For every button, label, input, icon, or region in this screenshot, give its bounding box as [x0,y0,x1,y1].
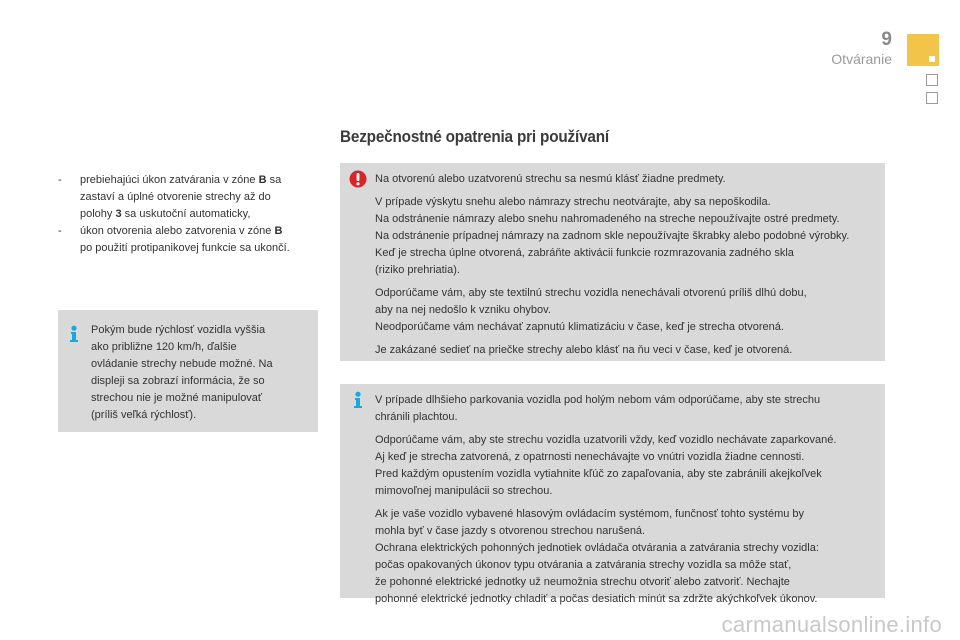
section-tab[interactable] [926,74,938,86]
text-line: Keď je strecha úplne otvorená, zabráňte aktivácii funkcie rozmrazovania zadného skla [375,247,794,259]
text-line: Na odstránenie námrazy alebo snehu nahromadeného na streche nepoužívajte ostré predmety. [375,213,840,225]
text-line: Odporúčame vám, aby ste textilnú strechu vozidla nenechávali otvorenú príliš dlhú dobu, [375,287,807,299]
paragraph [375,432,880,500]
text-run: polohy [80,208,116,220]
text-run: zastaví a úplné otvorenie strechy až do [80,191,271,203]
bullet-line [80,206,281,223]
paragraph [375,285,880,336]
bold-run: B [274,225,283,237]
bullet-text [80,172,281,223]
info-line: (príliš veľká rýchlosť). [91,409,197,421]
bullet-list [58,172,318,257]
bullet-item [58,223,318,257]
paragraph [375,392,880,426]
info-line: Pokým bude rýchlosť vozidla vyššia [91,324,266,336]
text-run: úkon otvorenia alebo zatvorenia v zóne [80,225,275,237]
bullet-dash: - [58,225,62,237]
bullet-dash: - [58,174,62,186]
info-line: displeji sa zobrazí informácia, že so [91,375,265,387]
text-line: Aj keď je strecha zatvorená, z opatrnosti nenechávajte vo vnútri vozidla žiadne cennosti. [375,451,805,463]
text-line: Pred každým opustením vozidla vytiahnite kľúč zo zapaľovania, aby ste zabránili akejkoľvek [375,468,822,480]
bullet-item [58,172,318,223]
text-run: sa [266,174,282,186]
text-line: Na otvorenú alebo uzatvorenú strechu sa nesmú klásť žiadne predmety. [375,173,726,185]
info-box-text [91,322,311,424]
info-box-parking [340,384,885,605]
text-line: počas opakovaných úkonov typu otvárania a zatvárania strechy vozidla sa môže stať, [375,559,792,571]
text-line: V prípade výskytu snehu alebo námrazy strechu neotvárajte, aby sa nepoškodila. [375,196,771,208]
text-line: Ak je vaše vozidlo vybavené hlasovým ovládacím systémom, funčnosť tohto systému by [375,508,805,520]
text-line: že pohonné elektrické jednotky už neumožnia strechu otvoriť alebo zatvoriť. Nechajte [375,576,790,588]
section-name: Otváranie [831,51,892,67]
text-line: chránili plachtou. [375,411,458,423]
info-line: strechou nie je možné manipulovať [91,392,263,404]
text-run: po použití protipanikovej funkcie sa ukončí. [80,242,290,254]
text-line: mimovoľnej manipulácii so strechou. [375,485,553,497]
text-line: Na odstránenie prípadnej námrazy na zadnom skle nepoužívajte škrabky alebo podobné výrobky. [375,230,850,242]
bullet-line [80,240,290,257]
text-line: Neodporúčame vám nechávať zapnutú klimatizáciu v čase, keď je strecha otvorená. [375,321,784,333]
tab-marker [929,56,935,62]
page-number: 9 [881,29,892,50]
text-run: sa uskutoční automaticky, [121,208,251,220]
paragraph [375,506,880,608]
bullet-line [80,189,281,206]
bold-run: B [258,174,267,186]
section-tab-active[interactable] [907,34,939,66]
text-run: prebiehajúci úkon zatvárania v zóne [80,174,259,186]
warning-box [340,163,885,361]
info-box-speed [58,310,318,432]
text-line: Je zakázané sedieť na priečke strechy alebo klásť na ňu veci v čase, keď je otvorená. [375,344,793,356]
bullet-line [80,223,290,240]
info-line: ako približne 120 km/h, ďalšie [91,341,237,353]
info-box-text [375,392,880,614]
warning-icon [349,170,367,188]
text-line: Ochrana elektrických pohonných jednotiek ovládača otvárania a zatvárania strechy vozidla: [375,542,819,554]
bullet-text [80,223,290,257]
text-line: Odporúčame vám, aby ste strechu vozidla uzatvorili vždy, keď vozidlo nechávate zaparkované. [375,434,837,446]
paragraph [375,194,880,279]
text-line: pohonné elektrické jednotky chladiť a počas desiatich minút sa zdržte akýchkoľvek úkonov. [375,593,818,605]
text-line: aby na nej nedošlo k vzniku ohybov. [375,304,551,316]
section-title: Bezpečnostné opatrenia pri používaní [340,127,609,146]
text-line: V prípade dlhšieho parkovania vozidla pod holým nebom vám odporúčame, aby ste strechu [375,394,821,406]
watermark: carmanualsonline.info [721,612,942,637]
section-tab[interactable] [926,92,938,104]
info-line: ovládanie strechy nebude možné. Na [91,358,273,370]
text-line: mohla byť v čase jazdy s otvorenou strechou narušená. [375,525,646,537]
info-icon [349,391,367,409]
info-icon [65,325,83,343]
text-line: (riziko prehriatia). [375,264,460,276]
paragraph [375,171,880,188]
paragraph [375,342,880,359]
bold-run: 3 [115,208,122,220]
bullet-line [80,172,281,189]
warning-text [375,171,880,365]
